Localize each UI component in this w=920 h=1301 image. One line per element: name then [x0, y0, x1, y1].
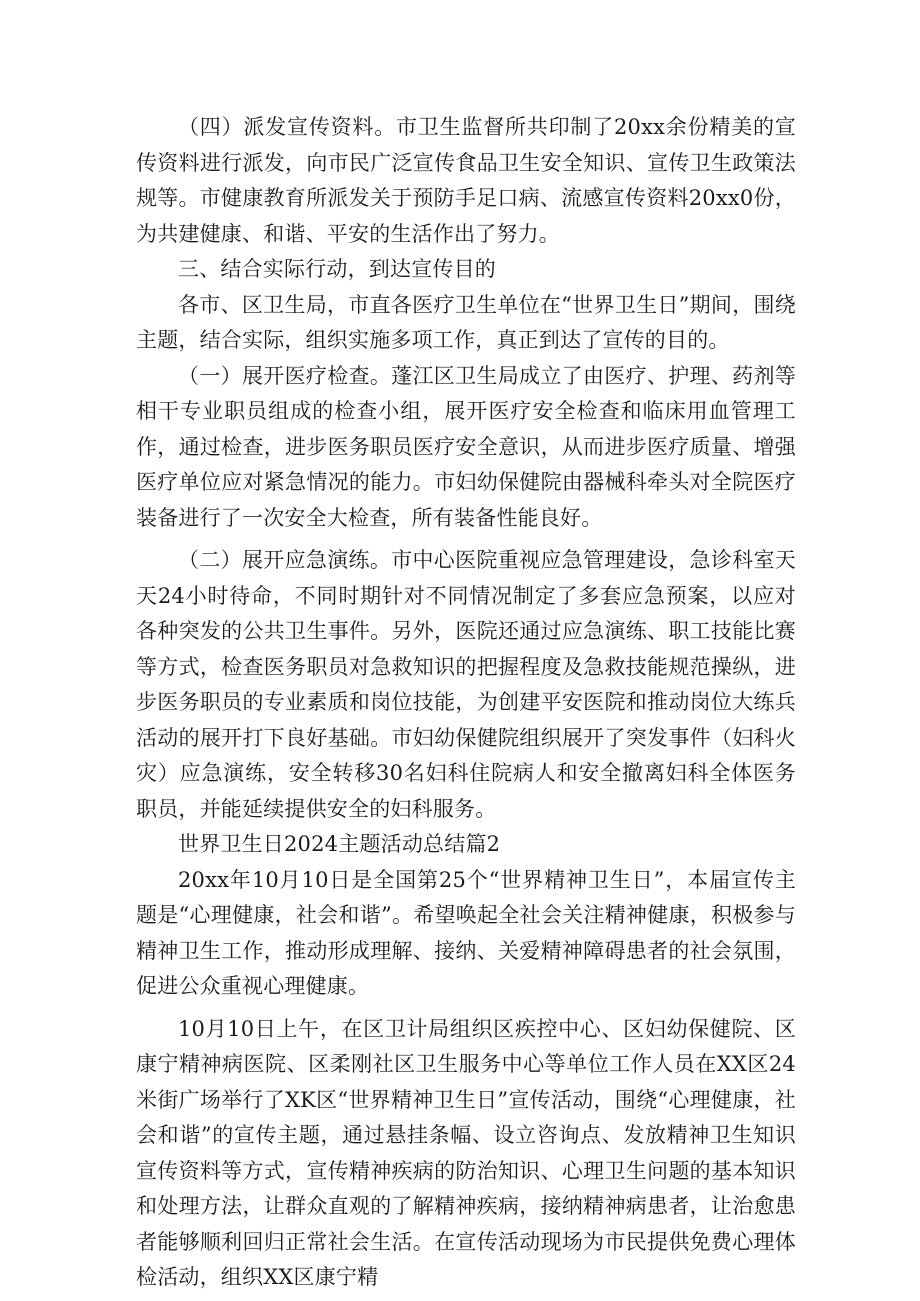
paragraph-distribute-materials: （四）派发宣传资料。市卫生监督所共印制了20xx余份精美的宣传资料进行派发，向市民广泛宣传食品卫生安全知识、宣传卫生政策法规等。市健康教育所派发关于预防手足口病、流感宣传资料20xx0份，为共建健康、和谐、平安的生活作出了努力。 [136, 115, 796, 246]
paragraph-combine-practice: 各市、区卫生局，市直各医疗卫生单位在“世界卫生日”期间，围绕主题，结合实际，组织实施多项工作，真正到达了宣传的目的。 [136, 292, 796, 352]
document-body [136, 110, 796, 1296]
paragraph-emergency-drill: （二）展开应急演练。市中心医院重视应急管理建设，急诊科室天天24小时待命，不同时期针对不同情况制定了多套应急预案，以应对各种突发的公共卫生事件。另外，医院还通过应急演练、职工技能比赛等方式，检查医务职员对急救知识的把握程度及急救技能规范操纵，进步医务职员的专业素质和岗位技能，为创建平安医院和推动岗位大练兵活动的展开打下良好基础。市妇幼保健院组织展开了突发事件（妇科火灾）应急演练，安全转移30名妇科住院病人和安全撤离妇科全体医务职员，并能延续提供安全的妇科服务。 [136, 548, 796, 821]
paragraph-event-report: 10月10日上午，在区卫计局组织区疾控中心、区妇幼保健院、区康宁精神病医院、区柔刚社区卫生服务中心等单位工作人员在XX区24米街广场举行了XK区“世界精神卫生日”宣传活动，围绕“心理健康，社会和谐”的宣传主题，通过悬挂条幅、设立咨询点、发放精神卫生知识宣传资料等方式，宣传精神疾病的防治知识、心理卫生问题的基本知识和处理方法，让群众直观的了解精神疾病，接纳精神病患者，让治愈患者能够顺利回归正常社会生活。在宣传活动现场为市民提供免费心理体检活动，组织XX区康宁精 [136, 1016, 796, 1289]
paragraph-medical-inspection: （一）展开医疗检查。蓬江区卫生局成立了由医疗、护理、药剂等相干专业职员组成的检查小组，展开医疗安全检查和临床用血管理工作，通过检查，进步医务职员医疗安全意识，从而进步医疗质量、增强医疗单位应对紧急情况的能力。市妇幼保健院由器械科牵头对全院医疗装备进行了一次安全大检查，所有装备性能良好。 [136, 363, 796, 530]
section-heading-three: 三、结合实际行动，到达宣传目的 [178, 257, 496, 281]
article-subtitle: 世界卫生日2024主题活动总结篇2 [178, 832, 501, 856]
paragraph-mental-health-day: 20xx年10月10日是全国第25个“世界精神卫生日”，本届宣传主题是“心理健康，社会和谐”。希望唤起全社会关注精神健康，积极参与精神卫生工作，推动形成理解、接纳、关爱精神障碍患者的社会氛围，促进公众重视心理健康。 [136, 867, 796, 998]
